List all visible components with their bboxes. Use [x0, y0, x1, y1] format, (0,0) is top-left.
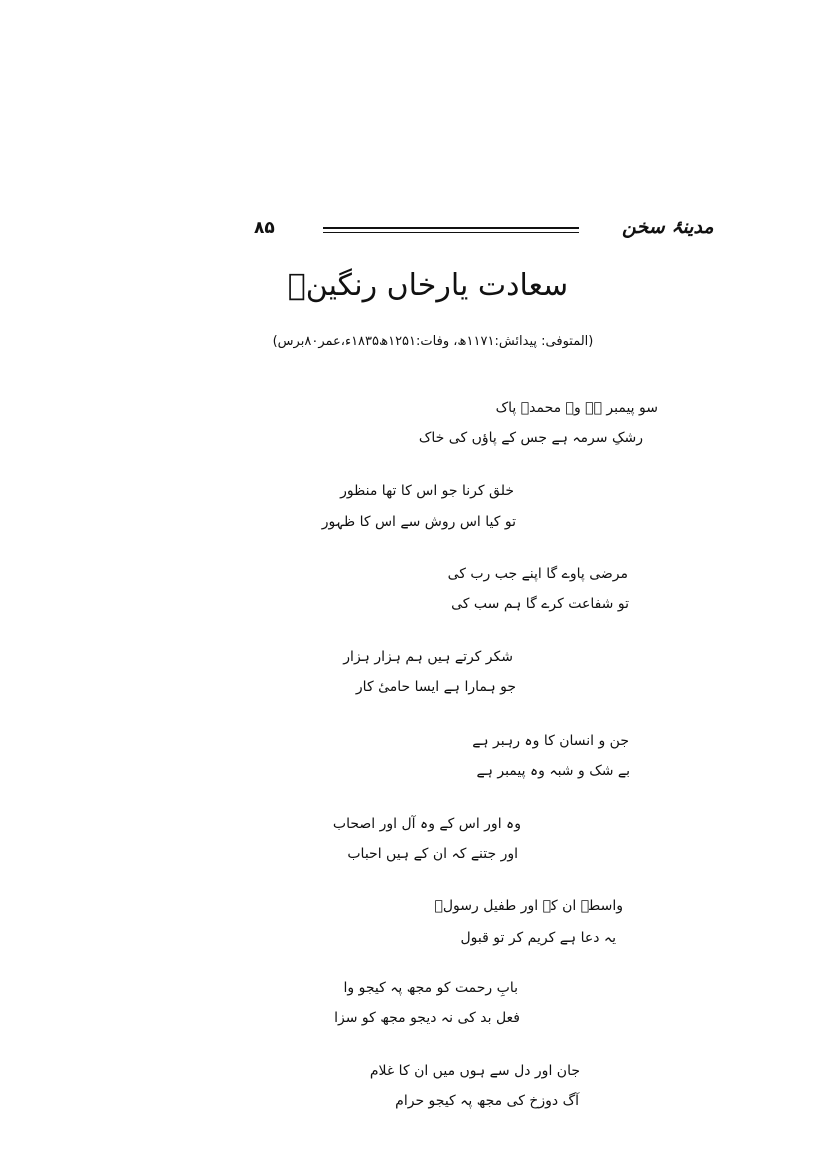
verse-line: جن و انسان کا وہ رہبر ہے [472, 733, 629, 749]
verse-line: مرضی پاوے گا اپنے جب رب کی [447, 566, 628, 582]
poet-name: سعادت یارخاں رنگینؔ [287, 268, 569, 303]
verse-line: بے شک و شبہ وہ پیمبر ہے [476, 763, 630, 779]
verse-line: وہ اور اس کے وہ آل اور اصحاب [332, 816, 521, 832]
page-number: ۸۵ [254, 218, 275, 238]
verse-line: خلق کرنا جو اس کا تھا منظور [340, 483, 514, 499]
verse-line: سو پیمبر ہے وہ محمدؐ پاک [495, 400, 658, 416]
verse-line: تو کیا اس روش سے اس کا ظہور [321, 514, 516, 530]
verse-line: جان اور دل سے ہوں میں ان کا غلام [369, 1063, 580, 1079]
verse-line: فعل بد کی نہ دیجو مجھ کو سزا [334, 1010, 520, 1026]
verse-line: اور جتنے کہ ان کے ہیں احباب [347, 846, 518, 862]
verse-line: تو شفاعت کرے گا ہم سب کی [451, 596, 629, 612]
header-rule [323, 227, 579, 233]
verse-line: جو ہمارا ہے ایسا حامیٔ کار [355, 679, 516, 695]
verse-line: واسطے ان کے اور طفیل رسولؐ [434, 898, 623, 914]
verse-line: یہ دعا ہے کریم کر تو قبول [460, 930, 616, 946]
book-title: مدینۂ سخن [622, 216, 714, 238]
poet-dates: (المتوفی: پیدائش:۱۱۷۱ھ، وفات:۱۲۵۱ھ۱۸۳۵ء،عمر۸۰برس) [272, 334, 594, 349]
verse-line: آگ دوزخ کی مجھ پہ کیجو حرام [395, 1093, 579, 1109]
verse-line: شکر کرتے ہیں ہم ہزار ہزار [343, 649, 513, 665]
verse-line: بابِ رحمت کو مجھ پہ کیجو وا [343, 980, 518, 996]
verse-line: رشکِ سرمہ ہے جس کے پاؤں کی خاک [418, 430, 643, 446]
